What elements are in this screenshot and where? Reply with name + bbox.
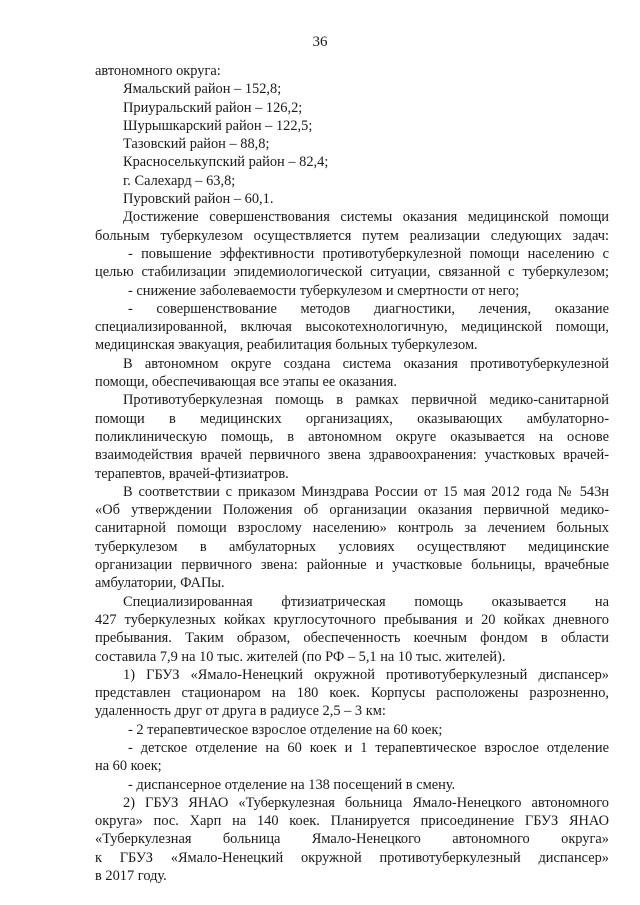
text-line: - детское отделение на 60 коек и 1 терапевтическое взрослое отделение [128, 739, 609, 756]
text-line: специализированной, включая высокотехнологичную, медицинской помощи, [95, 319, 609, 336]
text-line: Тазовский район – 88,8; [123, 136, 270, 153]
text-line: Шурышкарский район – 122,5; [123, 117, 313, 134]
text-line: Ямальский район – 152,8; [123, 81, 282, 98]
text-line: В соответствии с приказом Минздрава России от 15 мая 2012 года № 543н [123, 483, 609, 500]
page-number: 36 [312, 34, 328, 50]
text-line: в 2017 году. [95, 868, 167, 885]
text-line: - повышение эффективности противотуберкулезной помощи населению с [128, 245, 609, 262]
text-line: Противотуберкулезная помощь в рамках первичной медико-санитарной [123, 392, 609, 409]
text-line: Специализированная фтизиатрическая помощь оказывается на [123, 593, 609, 610]
text-line: организации первичного звена: районные и участковые больницы, врачебные [95, 557, 609, 574]
text-line: больным туберкулезом осуществляется путем реализации следующих задач: [95, 227, 609, 244]
text-line: удаленность друг от друга в радиусе 2,5 – 3 км: [95, 703, 386, 720]
text-line: туберкулезом в амбулаторных условиях осуществляют медицинские [95, 538, 609, 555]
text-line: помощи в медицинских организациях, оказывающих амбулаторно- [95, 410, 609, 427]
text-line: поликлиническую помощь, в автономном округе оказывается на основе [95, 428, 609, 445]
text-line: - снижение заболеваемости туберкулезом и смертности от него; [128, 282, 520, 299]
text-line: - 2 терапевтическое взрослое отделение на 60 коек; [128, 721, 443, 738]
text-line: 1) ГБУЗ «Ямало-Ненецкий окружной противотуберкулезный диспансер» [123, 666, 609, 683]
text-line: - совершенствование методов диагностики, лечения, оказание [128, 300, 609, 317]
text-line: округа» пос. Харп на 140 коек. Планируется присоединение ГБУЗ ЯНАО [95, 813, 609, 830]
text-line: Пуровский район – 60,1. [123, 191, 274, 208]
text-line: 427 туберкулезных койках круглосуточного пребывания и 20 койках дневного [95, 611, 609, 628]
text-line: взаимодействия врачей первичного звена здравоохранения: участковых врачей- [95, 447, 609, 464]
text-line: терапевтов, врачей-фтизиатров. [95, 465, 289, 482]
text-line: амбулатории, ФАПы. [95, 575, 225, 592]
text-line: к ГБУЗ «Ямало-Ненецкий окружной противотуберкулезный диспансер» [95, 849, 609, 866]
text-line: «Туберкулезная больница Ямало-Ненецкого автономного округа» [95, 831, 609, 848]
text-line: представлен стационаром на 180 коек. Корпусы расположены разрозненно, [95, 685, 609, 702]
text-line: санитарной помощи взрослому населению» контроль за лечением больных [95, 520, 609, 537]
text-line: - диспансерное отделение на 138 посещений в смену. [128, 776, 456, 793]
text-line: В автономном округе создана система оказания противотуберкулезной [123, 355, 609, 372]
text-line: медицинская эвакуация, реабилитация больных туберкулезом. [95, 337, 478, 354]
body-text [95, 62, 609, 885]
text-line: на 60 коек; [95, 758, 162, 775]
text-line: помощи, обеспечивающая все этапы ее оказания. [95, 374, 397, 391]
text-line: Приуральский район – 126,2; [123, 99, 303, 116]
text-line: пребывания. Таким образом, обеспеченность коечным фондом в области [95, 630, 609, 647]
text-line: Красноселькупский район – 82,4; [123, 154, 329, 171]
text-line: составила 7,9 на 10 тыс. жителей (по РФ – 5,1 на 10 тыс. жителей). [95, 648, 506, 665]
text-line: г. Салехард – 63,8; [123, 172, 236, 189]
text-line: автономного округа: [95, 63, 221, 79]
text-line: 2) ГБУЗ ЯНАО «Туберкулезная больница Ямало-Ненецкого автономного [123, 794, 609, 811]
text-line: целью стабилизации эпидемиологической ситуации, связанной с туберкулезом; [95, 264, 609, 281]
text-line: Достижение совершенствования системы оказания медицинской помощи [123, 209, 609, 226]
text-line: «Об утверждении Положения об организации оказания первичной медико- [95, 502, 609, 519]
